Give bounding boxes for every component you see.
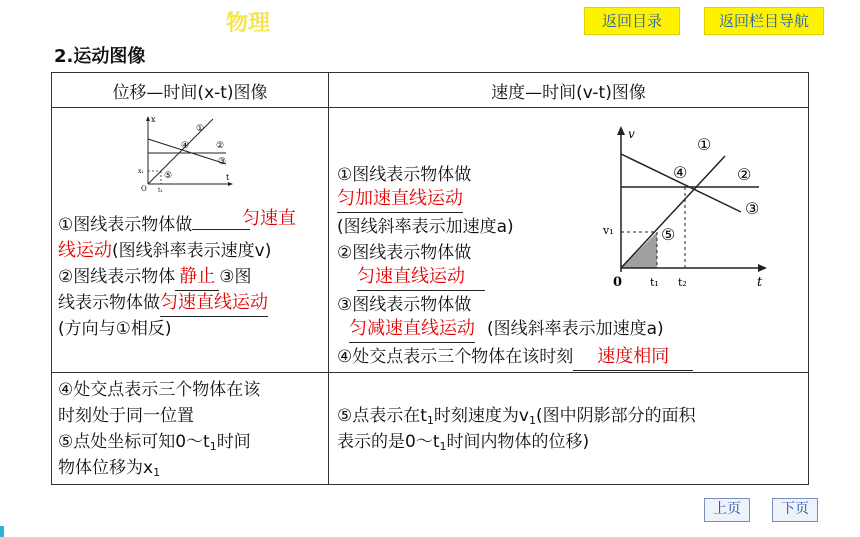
vt-mark-1: ①	[697, 135, 712, 154]
vt-line5: ④处交点表示三个物体在该时刻 速度相同	[337, 344, 693, 371]
xt-line2: 线运动(图线斜率表示速度v)	[58, 240, 272, 261]
vt-answer-4: 速度相同	[573, 344, 693, 371]
vt-graph	[601, 122, 791, 296]
xt-cell	[52, 108, 329, 373]
xt-answer-2: 静止	[175, 264, 219, 291]
vt-label-v1: v₁	[603, 224, 614, 237]
xt-label-t1: t₁	[158, 187, 163, 192]
xt-answer-1b: 线运动	[58, 240, 112, 261]
col-header-vt: 速度—时间(v-t)图像	[329, 73, 809, 108]
xt-mark-4: ④	[181, 141, 190, 151]
vt-line4b: 匀减速直线运动 (图线斜率表示加速度a)	[349, 316, 664, 343]
vt-label-t: t	[757, 275, 763, 290]
xt-line1: ①图线表示物体做	[58, 212, 250, 238]
vt-answer-3: 匀减速直线运动	[349, 316, 475, 343]
xt-mark-5: ⑤	[164, 171, 173, 181]
xt-label-origin: O	[141, 185, 147, 192]
xt-label-t: t	[226, 173, 230, 182]
top-bar	[0, 0, 860, 40]
motion-graph-table	[51, 72, 809, 485]
vt-label-t2: t₂	[678, 276, 687, 289]
xt-note-3: ⑤点处坐标可知$0\sim t_1$时间	[58, 432, 251, 453]
xt-line3: ②图线表示物体 静止 ③图	[58, 264, 252, 291]
vt-label-t1: t₁	[650, 276, 659, 289]
xt-label-x: x	[151, 115, 156, 124]
xt-note-1: ④处交点表示三个物体在该	[58, 380, 261, 400]
corner-accent	[0, 526, 4, 537]
vt-note-2: 表示的是$0\sim t_1$时间内物体的位移)	[337, 432, 590, 453]
xt-note-cell	[52, 373, 329, 485]
vt-label-origin: 0	[613, 275, 623, 290]
xt-mark-3: ③	[218, 157, 227, 167]
vt-line1: ①图线表示物体做	[337, 165, 472, 185]
vt-answer-2: 匀速直线运动	[357, 264, 485, 291]
xt-line4: 线表示物体做匀速直线运动	[58, 290, 268, 317]
vt-mark-3: ③	[745, 199, 760, 218]
xt-mark-2: ②	[216, 141, 225, 151]
back-to-column-nav-button[interactable]: 返回栏目导航	[704, 7, 824, 35]
vt-line3: ②图线表示物体做	[337, 243, 472, 263]
next-page-button[interactable]: 下页	[772, 498, 818, 522]
vt-mark-5: ⑤	[661, 225, 676, 244]
subject-title: 物理	[226, 11, 271, 36]
vt-answer-1: 匀加速直线运动	[337, 186, 463, 213]
xt-answer-1a: 匀速直	[242, 208, 296, 229]
vt-line4: ③图线表示物体做	[337, 295, 472, 315]
section-title: 2.运动图像	[54, 46, 146, 67]
xt-line5: (方向与①相反)	[58, 319, 172, 339]
xt-answer-3: 匀速直线运动	[160, 290, 268, 317]
xt-graph	[138, 114, 238, 192]
back-to-toc-button[interactable]: 返回目录	[584, 7, 680, 35]
vt-mark-2: ②	[737, 165, 752, 184]
prev-page-button[interactable]: 上页	[704, 498, 750, 522]
vt-note-cell	[329, 373, 809, 485]
col-header-xt: 位移—时间(x-t)图像	[52, 73, 329, 108]
xt-label-x1: x₁	[138, 168, 144, 175]
vt-cell	[329, 108, 809, 373]
vt-label-v: v	[628, 127, 635, 141]
xt-note-2: 时刻处于同一位置	[58, 406, 194, 426]
vt-mark-4: ④	[673, 163, 688, 182]
vt-note-1: ⑤点表示在$t_1$时刻速度为$v_1$(图中阴影部分的面积	[337, 406, 696, 427]
xt-note-4: 物体位移为$x_1$	[58, 458, 161, 479]
vt-line2: (图线斜率表示加速度a)	[337, 217, 514, 237]
xt-mark-1: ①	[196, 124, 205, 134]
